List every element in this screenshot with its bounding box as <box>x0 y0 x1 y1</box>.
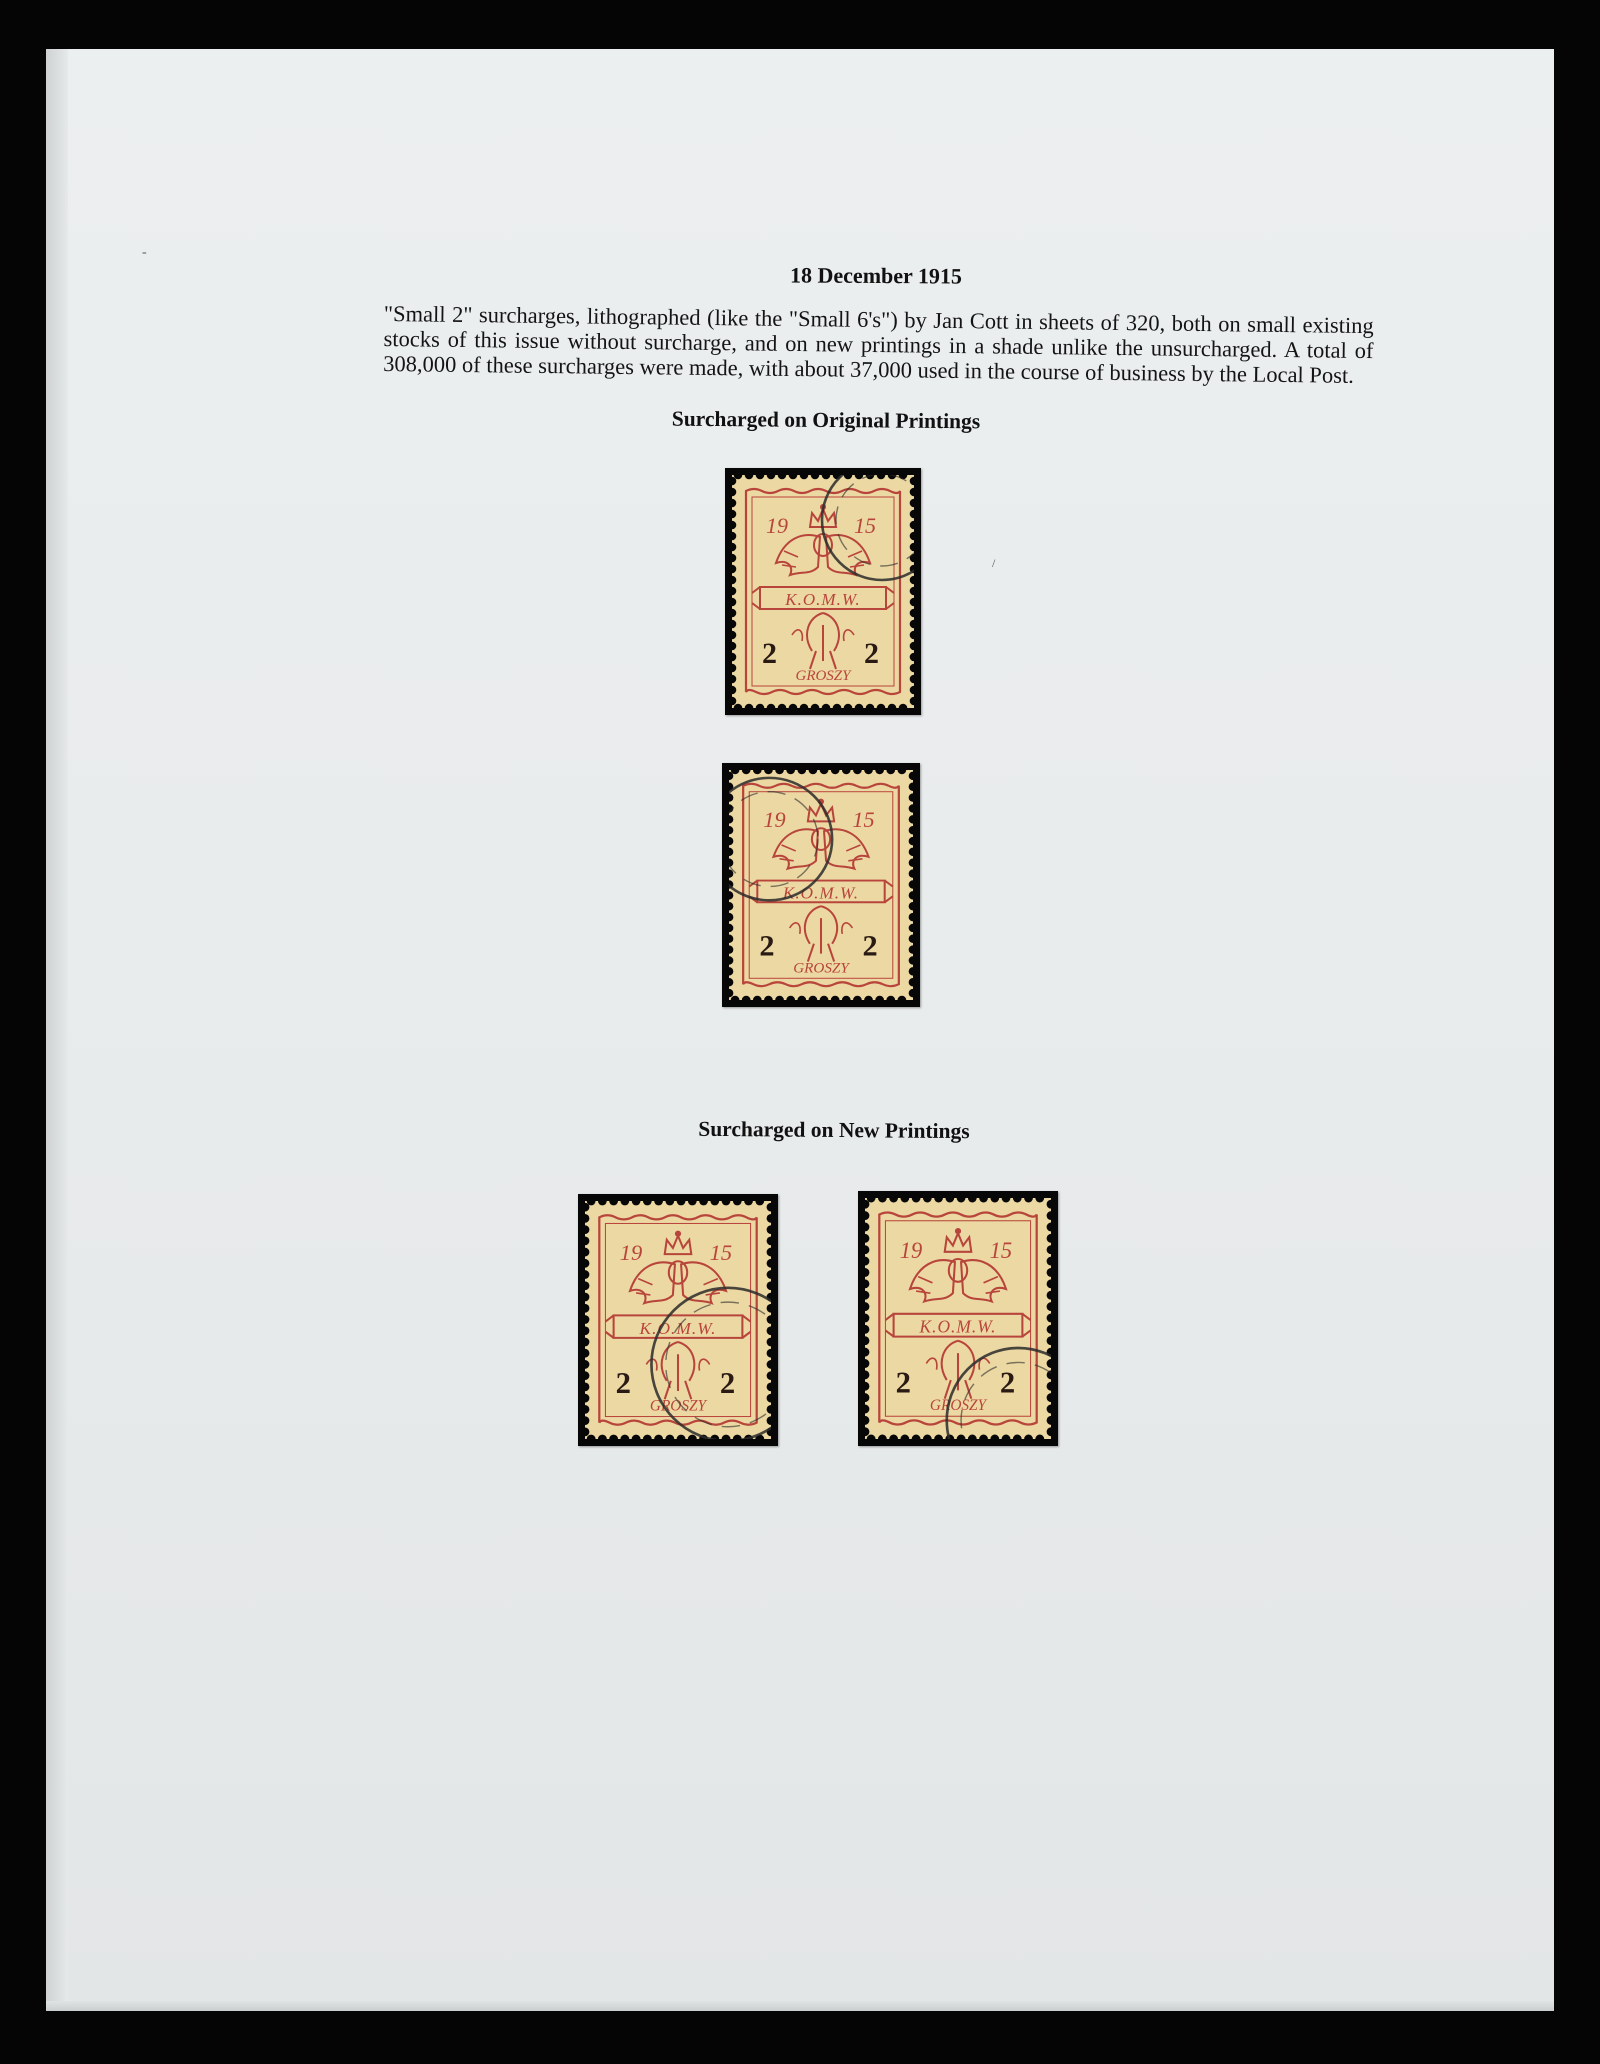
album-page <box>46 49 1554 2011</box>
svg-text:2: 2 <box>999 1365 1016 1400</box>
svg-text:K.O.M.W.: K.O.M.W. <box>919 1316 997 1337</box>
stamp-original-2 <box>722 763 920 1007</box>
stamp-new-1 <box>578 1194 778 1446</box>
svg-text:19: 19 <box>766 513 788 538</box>
stamp-image <box>865 1198 1051 1439</box>
svg-text:19: 19 <box>763 807 786 833</box>
svg-text:15: 15 <box>709 1240 733 1266</box>
svg-text:15: 15 <box>852 807 875 833</box>
svg-text:2: 2 <box>615 1366 631 1401</box>
intro-paragraph: "Small 2" surcharges, lithographed (like the "Small 6's") by Jan Cott in sheets of 320, both on small existing stocks of this issue without surcharge, and on new printings in a shade unlike the unsurcharged. A total of 308,000 of these surcharges were made, with about 37,000 used in the course of business by the Local Post. <box>383 301 1374 388</box>
svg-text:2: 2 <box>759 929 775 963</box>
stamp-image <box>585 1201 771 1439</box>
stamp-image <box>729 770 913 1000</box>
svg-text:K.O.M.W.: K.O.M.W. <box>782 883 860 903</box>
svg-text:2: 2 <box>862 929 878 963</box>
stamp-original-1 <box>725 468 921 715</box>
svg-text:GROSZY: GROSZY <box>795 668 851 684</box>
svg-text:K.O.M.W.: K.O.M.W. <box>785 590 861 609</box>
stamp-image <box>732 475 914 708</box>
section-title-original: Surcharged on Original Printings <box>671 406 981 434</box>
svg-text:19: 19 <box>619 1240 643 1266</box>
section-title-new: Surcharged on New Printings <box>698 1116 970 1144</box>
page-mark: - <box>142 245 147 260</box>
page-title: 18 December 1915 <box>789 262 963 289</box>
stamp-new-2 <box>858 1191 1058 1446</box>
svg-text:2: 2 <box>864 637 879 670</box>
svg-text:2: 2 <box>895 1365 911 1400</box>
svg-text:15: 15 <box>989 1237 1013 1264</box>
svg-text:K.O.M.W.: K.O.M.W. <box>639 1318 717 1338</box>
svg-text:2: 2 <box>762 637 777 670</box>
svg-text:GROSZY: GROSZY <box>929 1396 987 1415</box>
svg-text:15: 15 <box>854 513 876 538</box>
svg-text:GROSZY: GROSZY <box>793 960 849 977</box>
page-mark: / <box>992 556 996 570</box>
svg-text:2: 2 <box>719 1366 736 1401</box>
svg-text:GROSZY: GROSZY <box>649 1397 707 1415</box>
svg-text:19: 19 <box>899 1237 923 1264</box>
